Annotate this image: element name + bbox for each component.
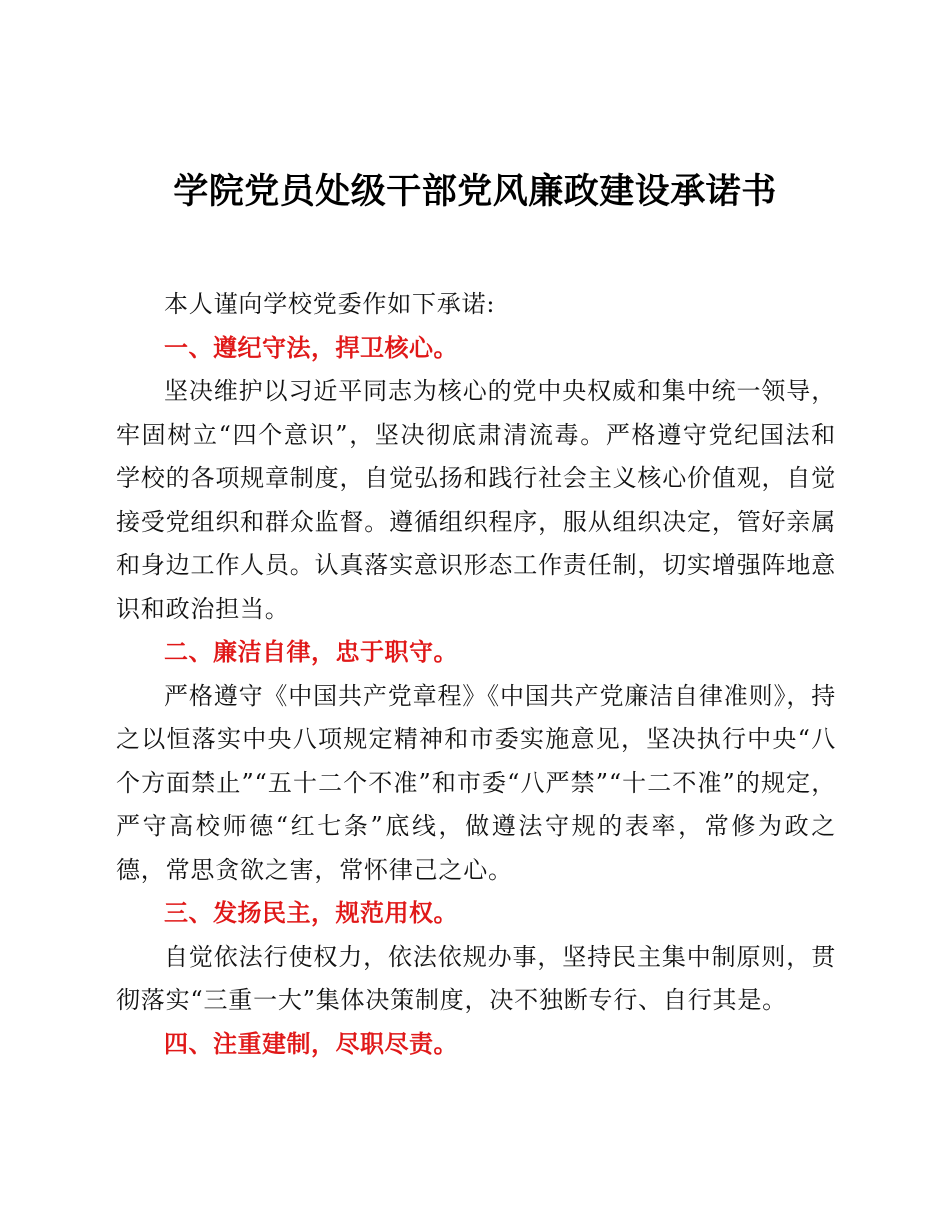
section-body-3: 自觉依法行使权力，依法依规办事，坚持民主集中制原则，贯彻落实“三重一大”集体决策制度，决不独断专行、自行其是。 <box>116 942 836 1014</box>
document-body <box>116 283 836 1066</box>
section-body-2: 严格遵守《中国共产党章程》《中国共产党廉洁自律准则》，持之以恒落实中央八项规定精神和市委实施意见，坚决执行中央“八个方面禁止”“五十二个不准”和市委“八严禁”“十二不准”的规定，严守高校师德“红七条”底线，做遵法守规的表率，常修为政之德，常思贪欲之害，常怀律己之心。 <box>116 681 836 884</box>
section-heading-2: 二、廉洁自律，忠于职守。 <box>164 638 458 666</box>
section-body-1: 坚决维护以习近平同志为核心的党中央权威和集中统一领导，牢固树立“四个意识”，坚决彻底肃清流毒。严格遵守党纪国法和学校的各项规章制度，自觉弘扬和践行社会主义核心价值观，自觉接受党组织和群众监督。遵循组织程序，服从组织决定，管好亲属和身边工作人员。认真落实意识形态工作责任制，切实增强阵地意识和政治担当。 <box>116 377 836 623</box>
intro-paragraph: 本人谨向学校党委作如下承诺: <box>164 290 496 318</box>
section-heading-4: 四、注重建制，尽职尽责。 <box>164 1029 458 1058</box>
section-heading-3: 三、发扬民主，规范用权。 <box>164 899 458 927</box>
section-heading-1: 一、遵纪守法，捍卫核心。 <box>164 333 458 362</box>
page-title: 学院党员处级干部党风廉政建设承诺书 <box>173 172 777 212</box>
